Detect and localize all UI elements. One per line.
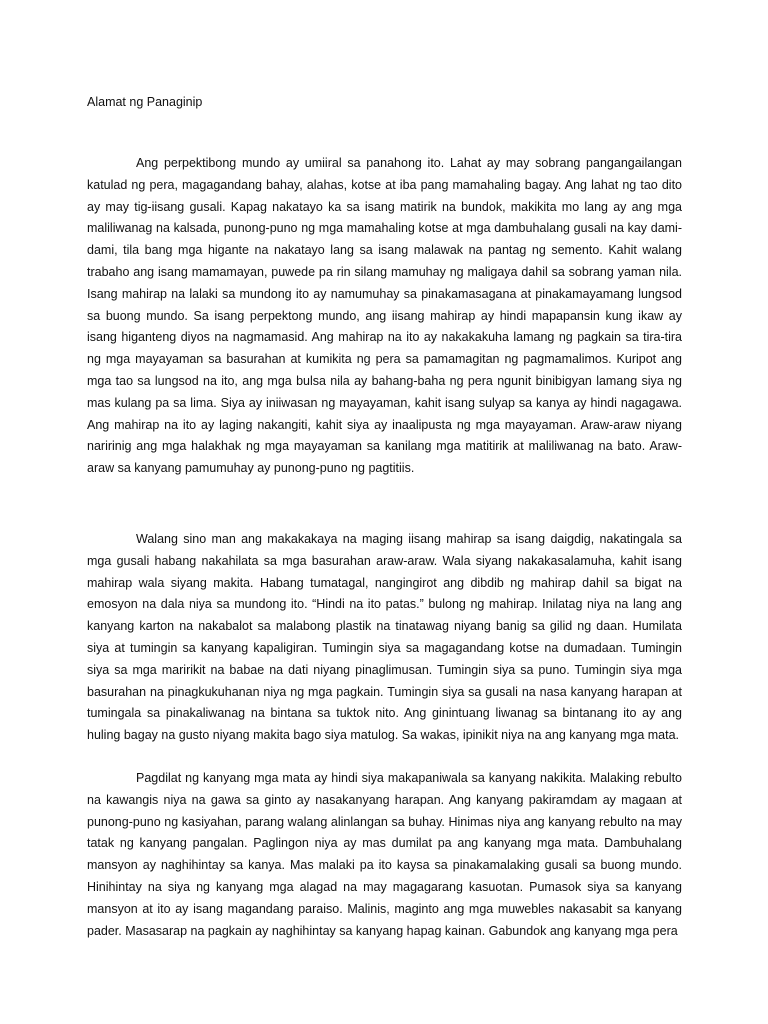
document-title: Alamat ng Panaginip (87, 95, 203, 109)
paragraph-1: Ang perpektibong mundo ay umiiral sa panahong ito. Lahat ay may sobrang pangangailangan katulad ng pera, magagandang bahay, alahas, kotse at iba pang mamahaling bagay. Ang lahat ng tao dito ay may tig-iisang gusali. Kapag nakatayo ka sa isang matirik na bundok, makikita mo lang ay ang mga maliliwanag na kalsada, punong-puno ng mga mamahaling kotse at mga dambuhalang gusali na kay dami-dami, tila bang mga higante na nakatayo lang sa isang malawak na pantag ng semento. Kahit walang trabaho ang isang mamamayan, puwede pa rin silang mamuhay ng maligaya dahil sa sobrang yaman nila. Isang mahirap na lalaki sa mundong ito ay namumuhay sa pinakamasagana at pinakamayamang lungsod sa buong mundo. Sa isang perpektong mundo, ang iisang mahirap ay hindi mapapansin kung ikaw ay isang higanteng diyos na nagmamasid. Ang mahirap na ito ay nakakakuha lamang ng pagkain sa tira-tira ng mga mayayaman sa basurahan at kumikita ng pera sa pamamagitan ng pagmamalimos. Kuripot ang mga tao sa lungsod na ito, ang mga bulsa nila ay bahang-baha ng pera ngunit binibigyan lamang siya ng mas kulang pa sa lima. Siya ay iniiwasan ng mayayaman, kahit isang sulyap sa kanya ay hindi nagagawa. Ang mahirap na ito ay laging nakangiti, kahit siya ay inaalipusta ng mga mayayaman. Araw-araw niyang naririnig ang mga halakhak ng mga mayayaman sa kanilang mga matitirik at maliliwanag na bato. Araw-araw sa kanyang pamumuhay ay punong-puno ng pagtitiis. (87, 156, 682, 476)
paragraph-3: Pagdilat ng kanyang mga mata ay hindi siya makapaniwala sa kanyang nakikita. Malaking rebulto na kawangis niya na gawa sa ginto ay nasakanyang harapan. Ang kanyang pakiramdam ay magaan at punong-puno ng kasiyahan, parang walang alinlangan sa buhay. Hinimas niya ang kanyang rebulto na may tatak ng kanyang pangalan. Paglingon niya ay mas dumilat pa ang kanyang mga mata. Dambuhalang mansyon ay naghihintay sa kanya. Mas malaki pa ito kaysa sa pinakamalaking gusali sa buong mundo. Hinihintay na siya ng kanyang mga alagad na may magagarang kasuotan. Pumasok siya sa kanyang mansyon at ito ay isang magandang paraiso. Malinis, maginto ang mga muwebles nakasabit sa kanyang pader. Masasarap na pagkain ay naghihintay sa kanyang hapag kainan. Gabundok ang kanyang mga pera (87, 771, 682, 938)
paragraph-2: Walang sino man ang makakakaya na maging iisang mahirap sa isang daigdig, nakatingala sa mga gusali habang nakahilata sa mga basurahan araw-araw. Wala siyang nakakasalamuha, kahit isang mahirap wala siyang makita. Habang tumatagal, nangingirot ang dibdib ng mahirap dahil sa bigat na emosyon na dala niya sa mundong ito. “Hindi na ito patas.” bulong ng mahirap. Inilatag niya na lang ang kanyang karton na nakabalot sa malabong plastik na tinatawag niyang banig sa gilid ng daan. Humilata siya at tumingin sa kanyang kapaligiran. Tumingin siya sa magagandang kotse na dumadaan. Tumingin siya sa mga maririkit na babae na dati niyang pinaglimusan. Tumingin siya sa puno. Tumingin siya mga basurahan na pinagkukuhanan niya ng mga pagkain. Tumingin siya sa gusali na nasa kanyang harapan at tumingala sa pinakaliwanag na bintana sa tuktok nito. Ang ginintuang liwanag sa bintanang ito ay ang huling bagay na gusto niyang makita bago siya matulog. Sa wakas, ipinikit niya na ang kanyang mga mata. (87, 532, 682, 743)
